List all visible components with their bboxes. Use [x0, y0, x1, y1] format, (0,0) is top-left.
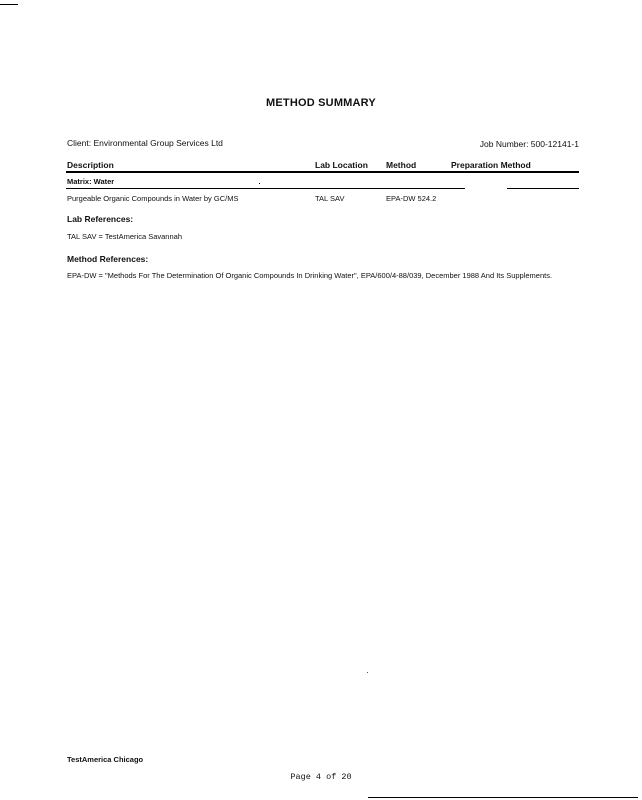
bottom-rule — [368, 797, 638, 798]
lab-references-text: TAL SAV = TestAmerica Savannah — [67, 232, 182, 241]
matrix-divider-right — [507, 188, 579, 189]
method-references-text: EPA-DW = "Methods For The Determination Of Organic Compounds In Drinking Water", EPA/600/4-88/039, December 1988 And Its Supplements. — [67, 271, 553, 280]
column-header-lab-location: Lab Location — [315, 160, 368, 170]
method-references-heading: Method References: — [67, 254, 149, 264]
table-row-method: EPA-DW 524.2 — [386, 194, 437, 203]
table-row-description: Purgeable Organic Compounds in Water by GC/MS — [67, 194, 239, 203]
column-header-preparation-method: Preparation Method — [451, 160, 531, 170]
scan-speck — [367, 672, 368, 673]
column-header-method: Method — [386, 160, 417, 170]
footer-lab-name: TestAmerica Chicago — [67, 755, 144, 764]
client-line: Client: Environmental Group Services Ltd — [67, 138, 223, 148]
page-title: METHOD SUMMARY — [266, 97, 376, 109]
scan-speck — [259, 183, 260, 184]
lab-references-heading: Lab References: — [67, 214, 134, 224]
table-row-lab-location: TAL SAV — [315, 194, 345, 203]
job-number-line: Job Number: 500-12141-1 — [479, 139, 579, 149]
header-divider — [66, 171, 579, 173]
column-header-description: Description — [67, 160, 114, 170]
scan-mark — [0, 4, 18, 5]
matrix-divider — [66, 188, 465, 189]
matrix-label: Matrix: Water — [67, 177, 115, 186]
page-number: Page 4 of 20 — [290, 772, 352, 782]
